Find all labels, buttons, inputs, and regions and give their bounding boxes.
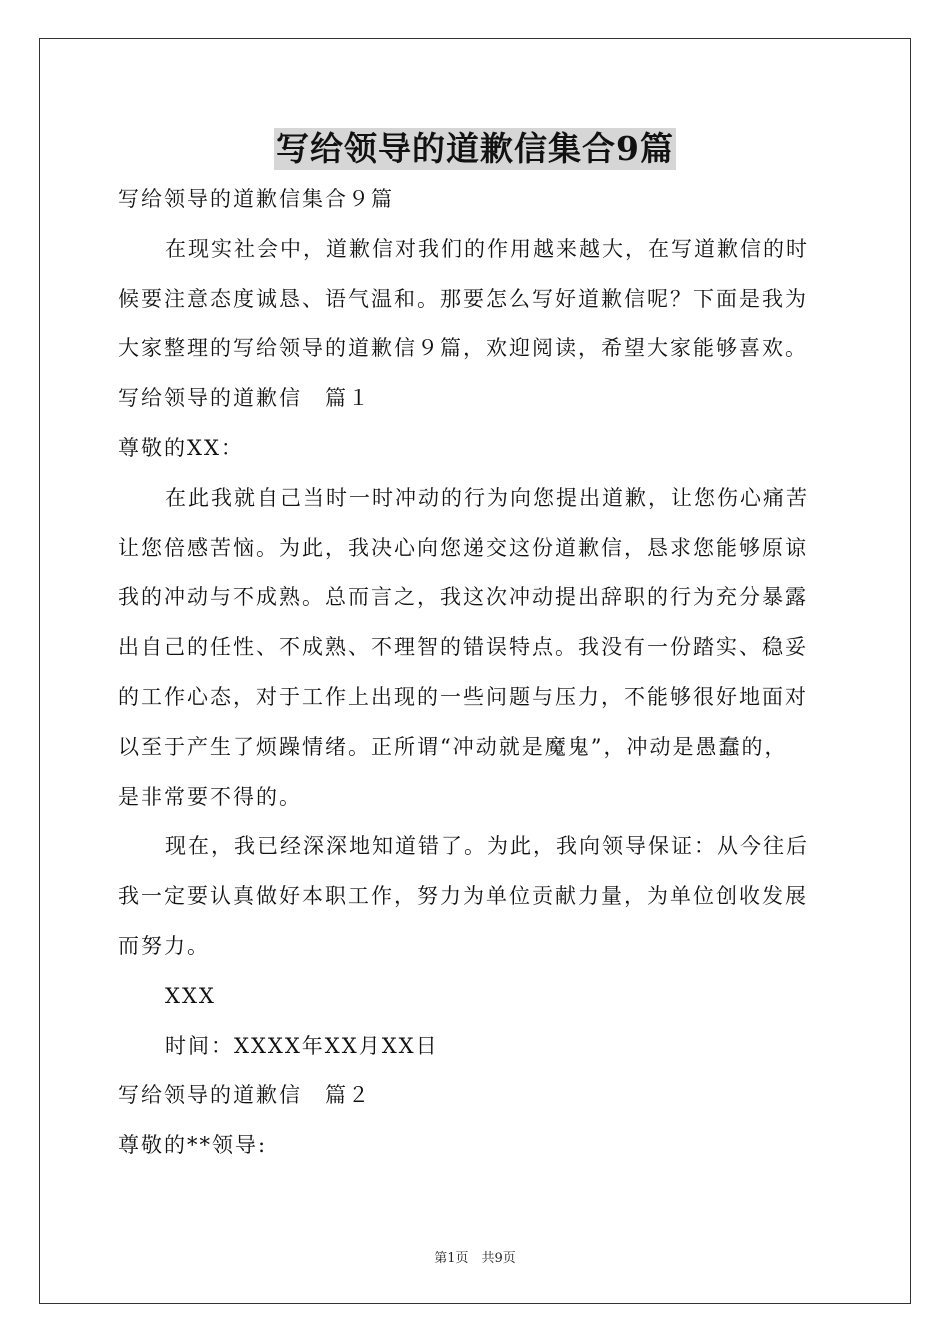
body-line: 在现实社会中，道歉信对我们的作用越来越大，在写道歉信的时	[165, 236, 809, 261]
body-line: 大家整理的写给领导的道歉信９篇，欢迎阅读，希望大家能够喜欢。	[118, 336, 808, 361]
body-line: 我一定要认真做好本职工作，努力为单位贡献力量，为单位创收发展	[118, 884, 808, 909]
body-line: 在此我就自己当时一时冲动的行为向您提出道歉，让您伤心痛苦	[165, 485, 809, 510]
body-line: 让您倍感苦恼。为此，我决心向您递交这份道歉信，恳求您能够原谅	[118, 535, 808, 560]
title-wrap	[0, 128, 950, 170]
body-line: 候要注意态度诚恳、语气温和。那要怎么写好道歉信呢？下面是我为	[118, 286, 808, 311]
body-line: 写给领导的道歉信 篇１	[118, 386, 371, 411]
body-line: 我的冲动与不成熟。总而言之，我这次冲动提出辞职的行为充分暴露	[118, 585, 808, 610]
body-line: 尊敬的XX：	[118, 436, 244, 460]
page-border	[39, 38, 911, 1304]
body-line: 写给领导的道歉信集合９篇	[118, 187, 394, 211]
body-line: 尊敬的**领导:	[118, 1133, 268, 1158]
body-line: 而努力。	[118, 934, 210, 958]
body-line: 是非常要不得的。	[118, 784, 302, 809]
page-footer: 第1页 共9页	[434, 1251, 516, 1266]
body-line: XXX	[165, 983, 216, 1008]
body-line: 现在，我已经深深地知道错了。为此，我向领导保证：从今往后	[165, 834, 809, 859]
body-line: 出自己的任性、不成熟、不理智的错误特点。我没有一份踏实、稳妥	[118, 635, 808, 660]
body-line: 的工作心态，对于工作上出现的一些问题与压力，不能够很好地面对	[118, 685, 808, 709]
body-line: 以至于产生了烦躁情绪。正所谓“冲动就是魔鬼”，冲动是愚蠢的，	[118, 734, 788, 759]
body-line: 时间：XXXX年XX月XX日	[165, 1033, 439, 1058]
body-line: 写给领导的道歉信 篇２	[118, 1083, 371, 1108]
document-title: 写给领导的道歉信集合9篇	[276, 129, 674, 168]
